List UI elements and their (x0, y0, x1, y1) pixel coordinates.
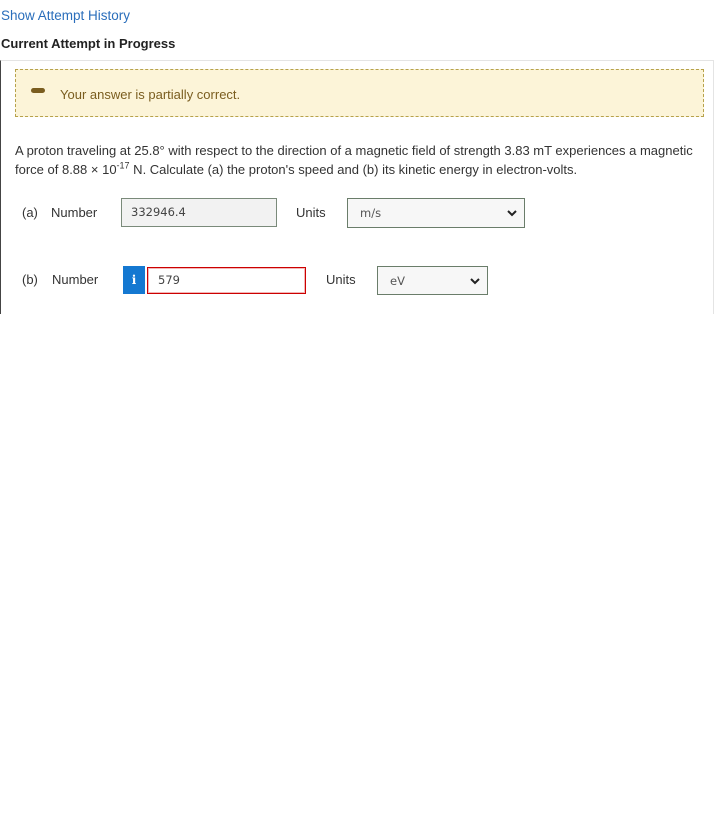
question-text (15, 141, 705, 179)
question-text-main: A proton traveling at 25.8° with respect to the direction of a magnetic field of strength 3.83 mT experiences a magnetic force of 8.88 × 10 (15, 143, 693, 177)
show-attempt-history-link[interactable]: Show Attempt History (1, 8, 131, 23)
part-a-units-select[interactable] (347, 198, 525, 228)
question-exponent: -17 (116, 160, 130, 171)
part-b-units-label: Units (326, 272, 356, 287)
info-icon[interactable]: i (123, 266, 145, 294)
part-b-number-label: Number (52, 272, 99, 287)
feedback-banner (15, 69, 704, 117)
chevron-down-icon (506, 205, 518, 221)
part-a-number-label: Number (51, 205, 98, 220)
feedback-message: Your answer is partially correct. (60, 87, 241, 102)
partial-correct-icon (31, 88, 45, 93)
part-a-number-input[interactable]: 332946.4 (121, 198, 277, 227)
chevron-down-icon (469, 273, 481, 289)
part-b-units-value: eV (390, 274, 405, 288)
question-text-end: N. Calculate (a) the proton's speed and (b) its kinetic energy in electron-volts. (129, 162, 578, 177)
part-a-units-label: Units (296, 205, 326, 220)
part-b-units-select[interactable] (377, 266, 488, 295)
attempt-title: Current Attempt in Progress (1, 36, 176, 51)
part-a-units-value: m/s (360, 206, 382, 220)
part-a-label: (a) (22, 205, 38, 220)
part-b-label: (b) (22, 272, 38, 287)
part-b-number-input[interactable]: 579 (147, 267, 306, 294)
